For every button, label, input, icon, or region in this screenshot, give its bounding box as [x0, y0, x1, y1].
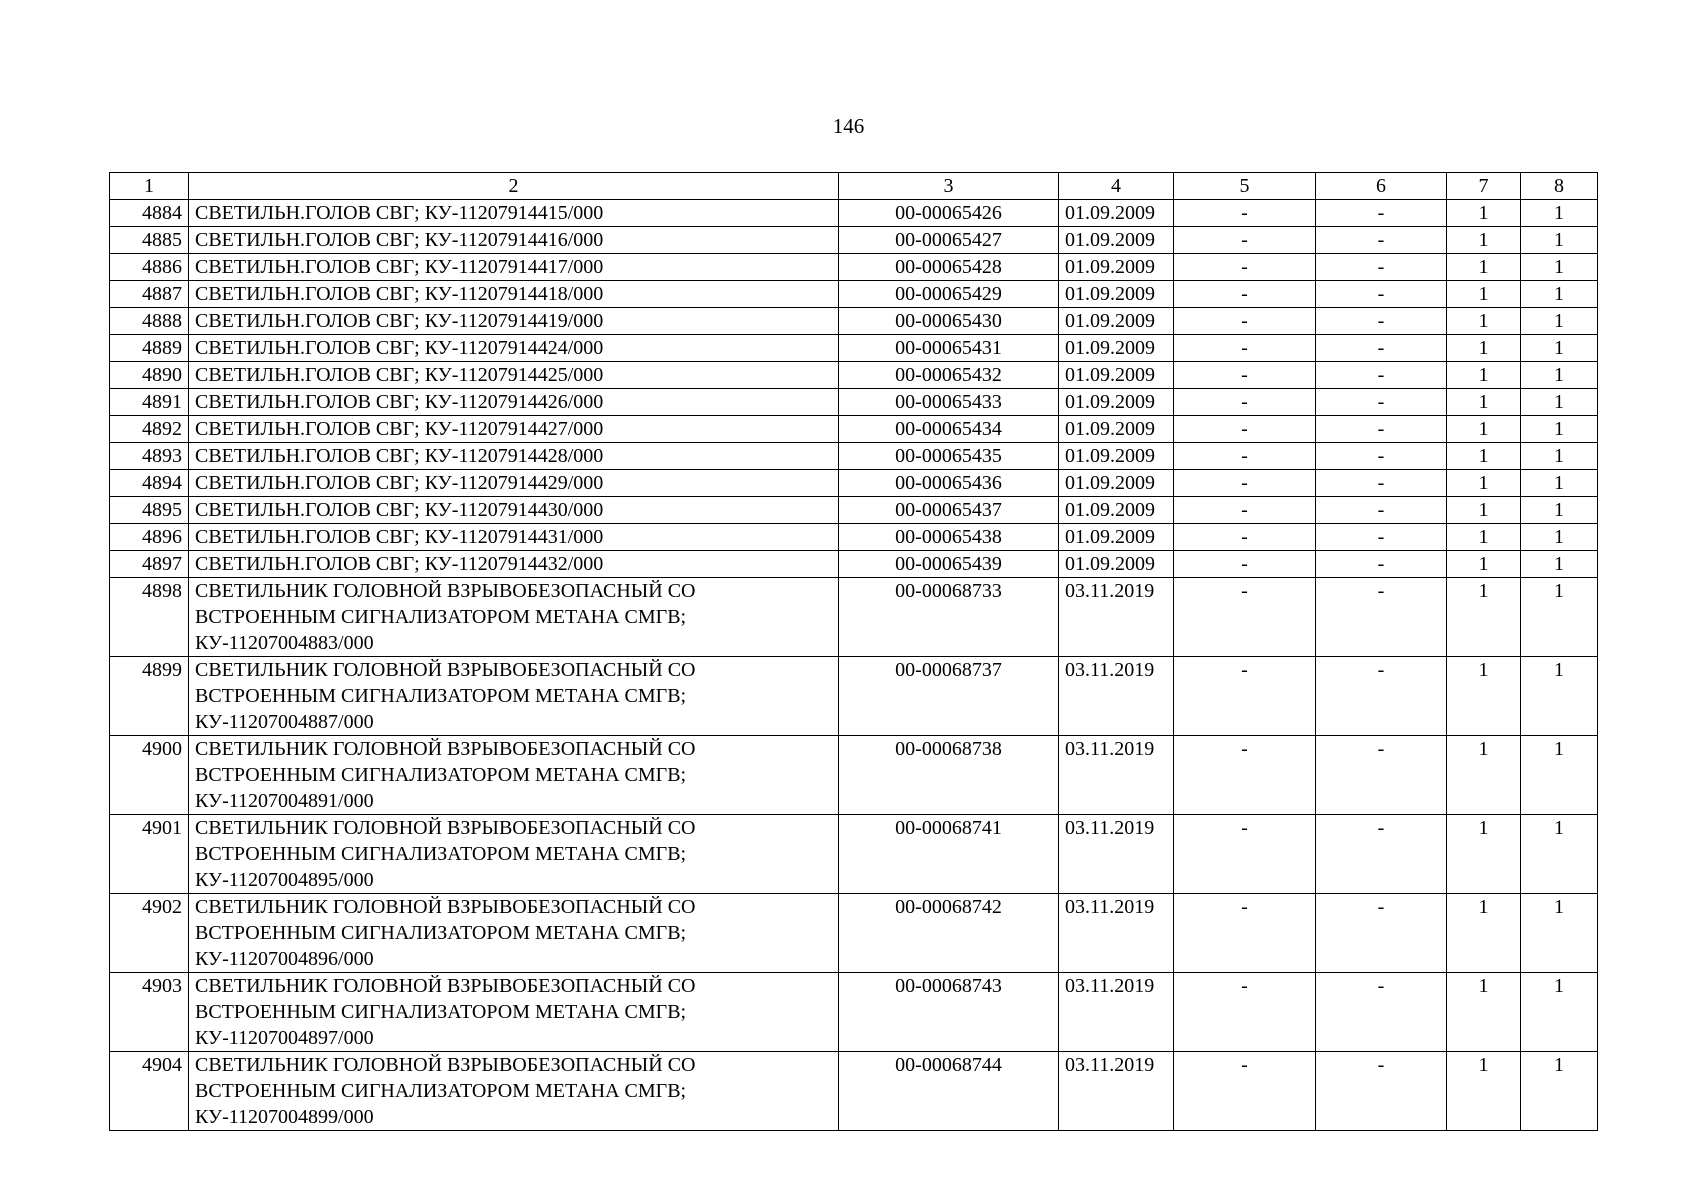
- column-8-cell: 1: [1521, 524, 1598, 551]
- column-7-cell: 1: [1447, 815, 1521, 894]
- item-code-cell: 00-00068733: [839, 578, 1059, 657]
- item-name-line: КУ-11207004883/000: [195, 632, 374, 654]
- column-5-cell: -: [1174, 1052, 1316, 1131]
- column-5-cell: -: [1174, 254, 1316, 281]
- item-name-line: СВЕТИЛЬН.ГОЛОВ СВГ; КУ-11207914425/000: [195, 364, 604, 386]
- item-name-line: СВЕТИЛЬН.ГОЛОВ СВГ; КУ-11207914418/000: [195, 283, 604, 305]
- table-row: [110, 470, 1598, 497]
- item-name-line: СВЕТИЛЬН.ГОЛОВ СВГ; КУ-11207914429/000: [195, 472, 604, 494]
- table-row: [110, 578, 1598, 657]
- item-code-cell: 00-00065435: [839, 443, 1059, 470]
- item-code-cell: 00-00065437: [839, 497, 1059, 524]
- column-6-cell: -: [1316, 389, 1447, 416]
- date-cell: 01.09.2009: [1059, 335, 1174, 362]
- column-6-cell: -: [1316, 200, 1447, 227]
- column-8-cell: 1: [1521, 657, 1598, 736]
- column-header-6: 6: [1316, 173, 1447, 200]
- item-name-cell: [189, 1052, 839, 1131]
- table-row: [110, 1052, 1598, 1131]
- column-5-cell: -: [1174, 281, 1316, 308]
- item-name-cell: [189, 254, 839, 281]
- item-name-line: СВЕТИЛЬН.ГОЛОВ СВГ; КУ-11207914419/000: [195, 310, 604, 332]
- column-8-cell: 1: [1521, 227, 1598, 254]
- date-cell: 01.09.2009: [1059, 551, 1174, 578]
- item-name-line: СВЕТИЛЬНИК ГОЛОВНОЙ ВЗРЫВОБЕЗОПАСНЫЙ СО: [195, 580, 696, 602]
- column-header-8: 8: [1521, 173, 1598, 200]
- column-8-cell: 1: [1521, 416, 1598, 443]
- item-code-cell: 00-00065426: [839, 200, 1059, 227]
- row-number-cell: 4884: [110, 200, 189, 227]
- column-7-cell: 1: [1447, 416, 1521, 443]
- column-6-cell: -: [1316, 524, 1447, 551]
- row-number-cell: 4889: [110, 335, 189, 362]
- column-7-cell: 1: [1447, 973, 1521, 1052]
- item-name-line: СВЕТИЛЬН.ГОЛОВ СВГ; КУ-11207914427/000: [195, 418, 604, 440]
- item-name-line: СВЕТИЛЬН.ГОЛОВ СВГ; КУ-11207914431/000: [195, 526, 604, 548]
- date-cell: 01.09.2009: [1059, 308, 1174, 335]
- column-5-cell: -: [1174, 470, 1316, 497]
- row-number-cell: 4898: [110, 578, 189, 657]
- item-name-line: СВЕТИЛЬН.ГОЛОВ СВГ; КУ-11207914428/000: [195, 445, 604, 467]
- item-name-line: СВЕТИЛЬНИК ГОЛОВНОЙ ВЗРЫВОБЕЗОПАСНЫЙ СО: [195, 1054, 696, 1076]
- date-cell: 01.09.2009: [1059, 200, 1174, 227]
- item-name-line: КУ-11207004891/000: [195, 790, 374, 812]
- item-code-cell: 00-00065436: [839, 470, 1059, 497]
- row-number-cell: 4885: [110, 227, 189, 254]
- column-8-cell: 1: [1521, 894, 1598, 973]
- row-number-cell: 4901: [110, 815, 189, 894]
- row-number-cell: 4899: [110, 657, 189, 736]
- column-7-cell: 1: [1447, 657, 1521, 736]
- item-code-cell: 00-00068742: [839, 894, 1059, 973]
- column-7-cell: 1: [1447, 200, 1521, 227]
- item-name-cell: [189, 524, 839, 551]
- item-code-cell: 00-00068741: [839, 815, 1059, 894]
- item-code-cell: 00-00065433: [839, 389, 1059, 416]
- item-name-line: КУ-11207004895/000: [195, 869, 374, 891]
- table-row: [110, 308, 1598, 335]
- column-8-cell: 1: [1521, 443, 1598, 470]
- table-row: [110, 657, 1598, 736]
- date-cell: 03.11.2019: [1059, 657, 1174, 736]
- inventory-table: [109, 172, 1598, 1131]
- column-6-cell: -: [1316, 1052, 1447, 1131]
- column-7-cell: 1: [1447, 551, 1521, 578]
- column-5-cell: -: [1174, 389, 1316, 416]
- item-name-line: ВСТРОЕННЫМ СИГНАЛИЗАТОРОМ МЕТАНА СМГВ;: [195, 606, 687, 628]
- column-5-cell: -: [1174, 362, 1316, 389]
- item-name-line: ВСТРОЕННЫМ СИГНАЛИЗАТОРОМ МЕТАНА СМГВ;: [195, 1080, 687, 1102]
- column-6-cell: -: [1316, 362, 1447, 389]
- item-name-line: ВСТРОЕННЫМ СИГНАЛИЗАТОРОМ МЕТАНА СМГВ;: [195, 843, 687, 865]
- item-name-cell: [189, 973, 839, 1052]
- column-5-cell: -: [1174, 497, 1316, 524]
- column-6-cell: -: [1316, 578, 1447, 657]
- column-header-3: 3: [839, 173, 1059, 200]
- column-5-cell: -: [1174, 578, 1316, 657]
- column-5-cell: -: [1174, 894, 1316, 973]
- item-code-cell: 00-00065438: [839, 524, 1059, 551]
- date-cell: 01.09.2009: [1059, 254, 1174, 281]
- item-name-cell: [189, 578, 839, 657]
- column-7-cell: 1: [1447, 227, 1521, 254]
- item-name-cell: [189, 416, 839, 443]
- item-name-cell: [189, 551, 839, 578]
- column-6-cell: -: [1316, 736, 1447, 815]
- item-name-cell: [189, 335, 839, 362]
- column-7-cell: 1: [1447, 389, 1521, 416]
- item-code-cell: 00-00065431: [839, 335, 1059, 362]
- item-name-line: СВЕТИЛЬН.ГОЛОВ СВГ; КУ-11207914432/000: [195, 553, 604, 575]
- table-row: [110, 497, 1598, 524]
- table-row: [110, 551, 1598, 578]
- item-name-line: КУ-11207004896/000: [195, 948, 374, 970]
- column-6-cell: -: [1316, 657, 1447, 736]
- row-number-cell: 4895: [110, 497, 189, 524]
- column-6-cell: -: [1316, 470, 1447, 497]
- table-row: [110, 416, 1598, 443]
- table-row: [110, 736, 1598, 815]
- column-7-cell: 1: [1447, 443, 1521, 470]
- table-row: [110, 281, 1598, 308]
- column-5-cell: -: [1174, 416, 1316, 443]
- row-number-cell: 4886: [110, 254, 189, 281]
- date-cell: 01.09.2009: [1059, 362, 1174, 389]
- column-6-cell: -: [1316, 227, 1447, 254]
- column-8-cell: 1: [1521, 362, 1598, 389]
- column-7-cell: 1: [1447, 736, 1521, 815]
- item-name-cell: [189, 281, 839, 308]
- column-8-cell: 1: [1521, 1052, 1598, 1131]
- column-7-cell: 1: [1447, 1052, 1521, 1131]
- table-row: [110, 335, 1598, 362]
- item-name-cell: [189, 227, 839, 254]
- column-8-cell: 1: [1521, 470, 1598, 497]
- table-row: [110, 254, 1598, 281]
- column-5-cell: -: [1174, 551, 1316, 578]
- item-code-cell: 00-00065432: [839, 362, 1059, 389]
- item-name-line: ВСТРОЕННЫМ СИГНАЛИЗАТОРОМ МЕТАНА СМГВ;: [195, 764, 687, 786]
- column-8-cell: 1: [1521, 200, 1598, 227]
- date-cell: 03.11.2019: [1059, 973, 1174, 1052]
- column-7-cell: 1: [1447, 362, 1521, 389]
- row-number-cell: 4902: [110, 894, 189, 973]
- item-name-line: СВЕТИЛЬН.ГОЛОВ СВГ; КУ-11207914415/000: [195, 202, 604, 224]
- column-8-cell: 1: [1521, 308, 1598, 335]
- row-number-cell: 4890: [110, 362, 189, 389]
- header-row: [110, 173, 1598, 200]
- item-code-cell: 00-00068744: [839, 1052, 1059, 1131]
- column-8-cell: 1: [1521, 551, 1598, 578]
- item-name-cell: [189, 470, 839, 497]
- item-name-line: ВСТРОЕННЫМ СИГНАЛИЗАТОРОМ МЕТАНА СМГВ;: [195, 922, 687, 944]
- date-cell: 01.09.2009: [1059, 443, 1174, 470]
- column-7-cell: 1: [1447, 497, 1521, 524]
- table-row: [110, 973, 1598, 1052]
- item-name-line: КУ-11207004897/000: [195, 1027, 374, 1049]
- item-code-cell: 00-00065439: [839, 551, 1059, 578]
- column-8-cell: 1: [1521, 578, 1598, 657]
- row-number-cell: 4903: [110, 973, 189, 1052]
- item-name-line: СВЕТИЛЬНИК ГОЛОВНОЙ ВЗРЫВОБЕЗОПАСНЫЙ СО: [195, 896, 696, 918]
- column-6-cell: -: [1316, 815, 1447, 894]
- row-number-cell: 4891: [110, 389, 189, 416]
- column-7-cell: 1: [1447, 308, 1521, 335]
- date-cell: 03.11.2019: [1059, 578, 1174, 657]
- column-7-cell: 1: [1447, 254, 1521, 281]
- date-cell: 03.11.2019: [1059, 815, 1174, 894]
- column-7-cell: 1: [1447, 524, 1521, 551]
- column-7-cell: 1: [1447, 335, 1521, 362]
- column-7-cell: 1: [1447, 894, 1521, 973]
- row-number-cell: 4896: [110, 524, 189, 551]
- date-cell: 01.09.2009: [1059, 281, 1174, 308]
- column-header-2: 2: [189, 173, 839, 200]
- item-name-line: СВЕТИЛЬНИК ГОЛОВНОЙ ВЗРЫВОБЕЗОПАСНЫЙ СО: [195, 817, 696, 839]
- column-8-cell: 1: [1521, 281, 1598, 308]
- row-number-cell: 4894: [110, 470, 189, 497]
- item-name-line: СВЕТИЛЬН.ГОЛОВ СВГ; КУ-11207914417/000: [195, 256, 604, 278]
- item-name-cell: [189, 443, 839, 470]
- item-name-line: ВСТРОЕННЫМ СИГНАЛИЗАТОРОМ МЕТАНА СМГВ;: [195, 1001, 687, 1023]
- column-5-cell: -: [1174, 524, 1316, 551]
- item-name-cell: [189, 200, 839, 227]
- date-cell: 01.09.2009: [1059, 227, 1174, 254]
- column-8-cell: 1: [1521, 335, 1598, 362]
- column-6-cell: -: [1316, 973, 1447, 1052]
- row-number-cell: 4897: [110, 551, 189, 578]
- column-7-cell: 1: [1447, 470, 1521, 497]
- item-name-line: СВЕТИЛЬН.ГОЛОВ СВГ; КУ-11207914430/000: [195, 499, 604, 521]
- table-row: [110, 524, 1598, 551]
- row-number-cell: 4888: [110, 308, 189, 335]
- column-header-7: 7: [1447, 173, 1521, 200]
- row-number-cell: 4893: [110, 443, 189, 470]
- table-row: [110, 200, 1598, 227]
- table-row: [110, 815, 1598, 894]
- column-8-cell: 1: [1521, 815, 1598, 894]
- column-5-cell: -: [1174, 657, 1316, 736]
- item-name-cell: [189, 389, 839, 416]
- row-number-cell: 4892: [110, 416, 189, 443]
- item-name-cell: [189, 657, 839, 736]
- page-number: 146: [832, 114, 865, 138]
- item-code-cell: 00-00065429: [839, 281, 1059, 308]
- column-6-cell: -: [1316, 551, 1447, 578]
- column-6-cell: -: [1316, 281, 1447, 308]
- item-name-line: СВЕТИЛЬНИК ГОЛОВНОЙ ВЗРЫВОБЕЗОПАСНЫЙ СО: [195, 738, 696, 760]
- item-name-line: КУ-11207004887/000: [195, 711, 374, 733]
- item-code-cell: 00-00065427: [839, 227, 1059, 254]
- column-6-cell: -: [1316, 308, 1447, 335]
- row-number-cell: 4887: [110, 281, 189, 308]
- column-8-cell: 1: [1521, 254, 1598, 281]
- column-5-cell: -: [1174, 815, 1316, 894]
- table-body: [110, 200, 1598, 1131]
- item-code-cell: 00-00068743: [839, 973, 1059, 1052]
- column-7-cell: 1: [1447, 578, 1521, 657]
- column-5-cell: -: [1174, 200, 1316, 227]
- item-code-cell: 00-00065428: [839, 254, 1059, 281]
- column-5-cell: -: [1174, 443, 1316, 470]
- item-name-line: СВЕТИЛЬН.ГОЛОВ СВГ; КУ-11207914416/000: [195, 229, 604, 251]
- column-6-cell: -: [1316, 416, 1447, 443]
- item-name-cell: [189, 362, 839, 389]
- row-number-cell: 4904: [110, 1052, 189, 1131]
- table-row: [110, 389, 1598, 416]
- table-row: [110, 443, 1598, 470]
- column-5-cell: -: [1174, 736, 1316, 815]
- column-8-cell: 1: [1521, 497, 1598, 524]
- column-8-cell: 1: [1521, 973, 1598, 1052]
- date-cell: 01.09.2009: [1059, 470, 1174, 497]
- table-row: [110, 227, 1598, 254]
- item-name-cell: [189, 308, 839, 335]
- date-cell: 01.09.2009: [1059, 416, 1174, 443]
- column-8-cell: 1: [1521, 389, 1598, 416]
- item-name-cell: [189, 736, 839, 815]
- date-cell: 03.11.2019: [1059, 894, 1174, 973]
- item-name-line: СВЕТИЛЬНИК ГОЛОВНОЙ ВЗРЫВОБЕЗОПАСНЫЙ СО: [195, 975, 696, 997]
- table-header: [110, 173, 1598, 200]
- column-6-cell: -: [1316, 335, 1447, 362]
- row-number-cell: 4900: [110, 736, 189, 815]
- date-cell: 03.11.2019: [1059, 1052, 1174, 1131]
- item-code-cell: 00-00065430: [839, 308, 1059, 335]
- item-name-line: ВСТРОЕННЫМ СИГНАЛИЗАТОРОМ МЕТАНА СМГВ;: [195, 685, 687, 707]
- column-6-cell: -: [1316, 254, 1447, 281]
- column-5-cell: -: [1174, 308, 1316, 335]
- column-6-cell: -: [1316, 497, 1447, 524]
- column-7-cell: 1: [1447, 281, 1521, 308]
- column-header-5: 5: [1174, 173, 1316, 200]
- item-code-cell: 00-00065434: [839, 416, 1059, 443]
- table-row: [110, 362, 1598, 389]
- item-name-line: КУ-11207004899/000: [195, 1106, 374, 1128]
- item-name-cell: [189, 497, 839, 524]
- item-name-line: СВЕТИЛЬНИК ГОЛОВНОЙ ВЗРЫВОБЕЗОПАСНЫЙ СО: [195, 659, 696, 681]
- column-5-cell: -: [1174, 973, 1316, 1052]
- date-cell: 01.09.2009: [1059, 524, 1174, 551]
- item-name-cell: [189, 815, 839, 894]
- column-5-cell: -: [1174, 335, 1316, 362]
- date-cell: 01.09.2009: [1059, 497, 1174, 524]
- table-row: [110, 894, 1598, 973]
- item-name-line: СВЕТИЛЬН.ГОЛОВ СВГ; КУ-11207914426/000: [195, 391, 604, 413]
- column-header-4: 4: [1059, 173, 1174, 200]
- column-header-1: 1: [110, 173, 189, 200]
- date-cell: 03.11.2019: [1059, 736, 1174, 815]
- item-code-cell: 00-00068738: [839, 736, 1059, 815]
- column-8-cell: 1: [1521, 736, 1598, 815]
- column-6-cell: -: [1316, 894, 1447, 973]
- item-code-cell: 00-00068737: [839, 657, 1059, 736]
- item-name-cell: [189, 894, 839, 973]
- column-6-cell: -: [1316, 443, 1447, 470]
- column-5-cell: -: [1174, 227, 1316, 254]
- item-name-line: СВЕТИЛЬН.ГОЛОВ СВГ; КУ-11207914424/000: [195, 337, 604, 359]
- date-cell: 01.09.2009: [1059, 389, 1174, 416]
